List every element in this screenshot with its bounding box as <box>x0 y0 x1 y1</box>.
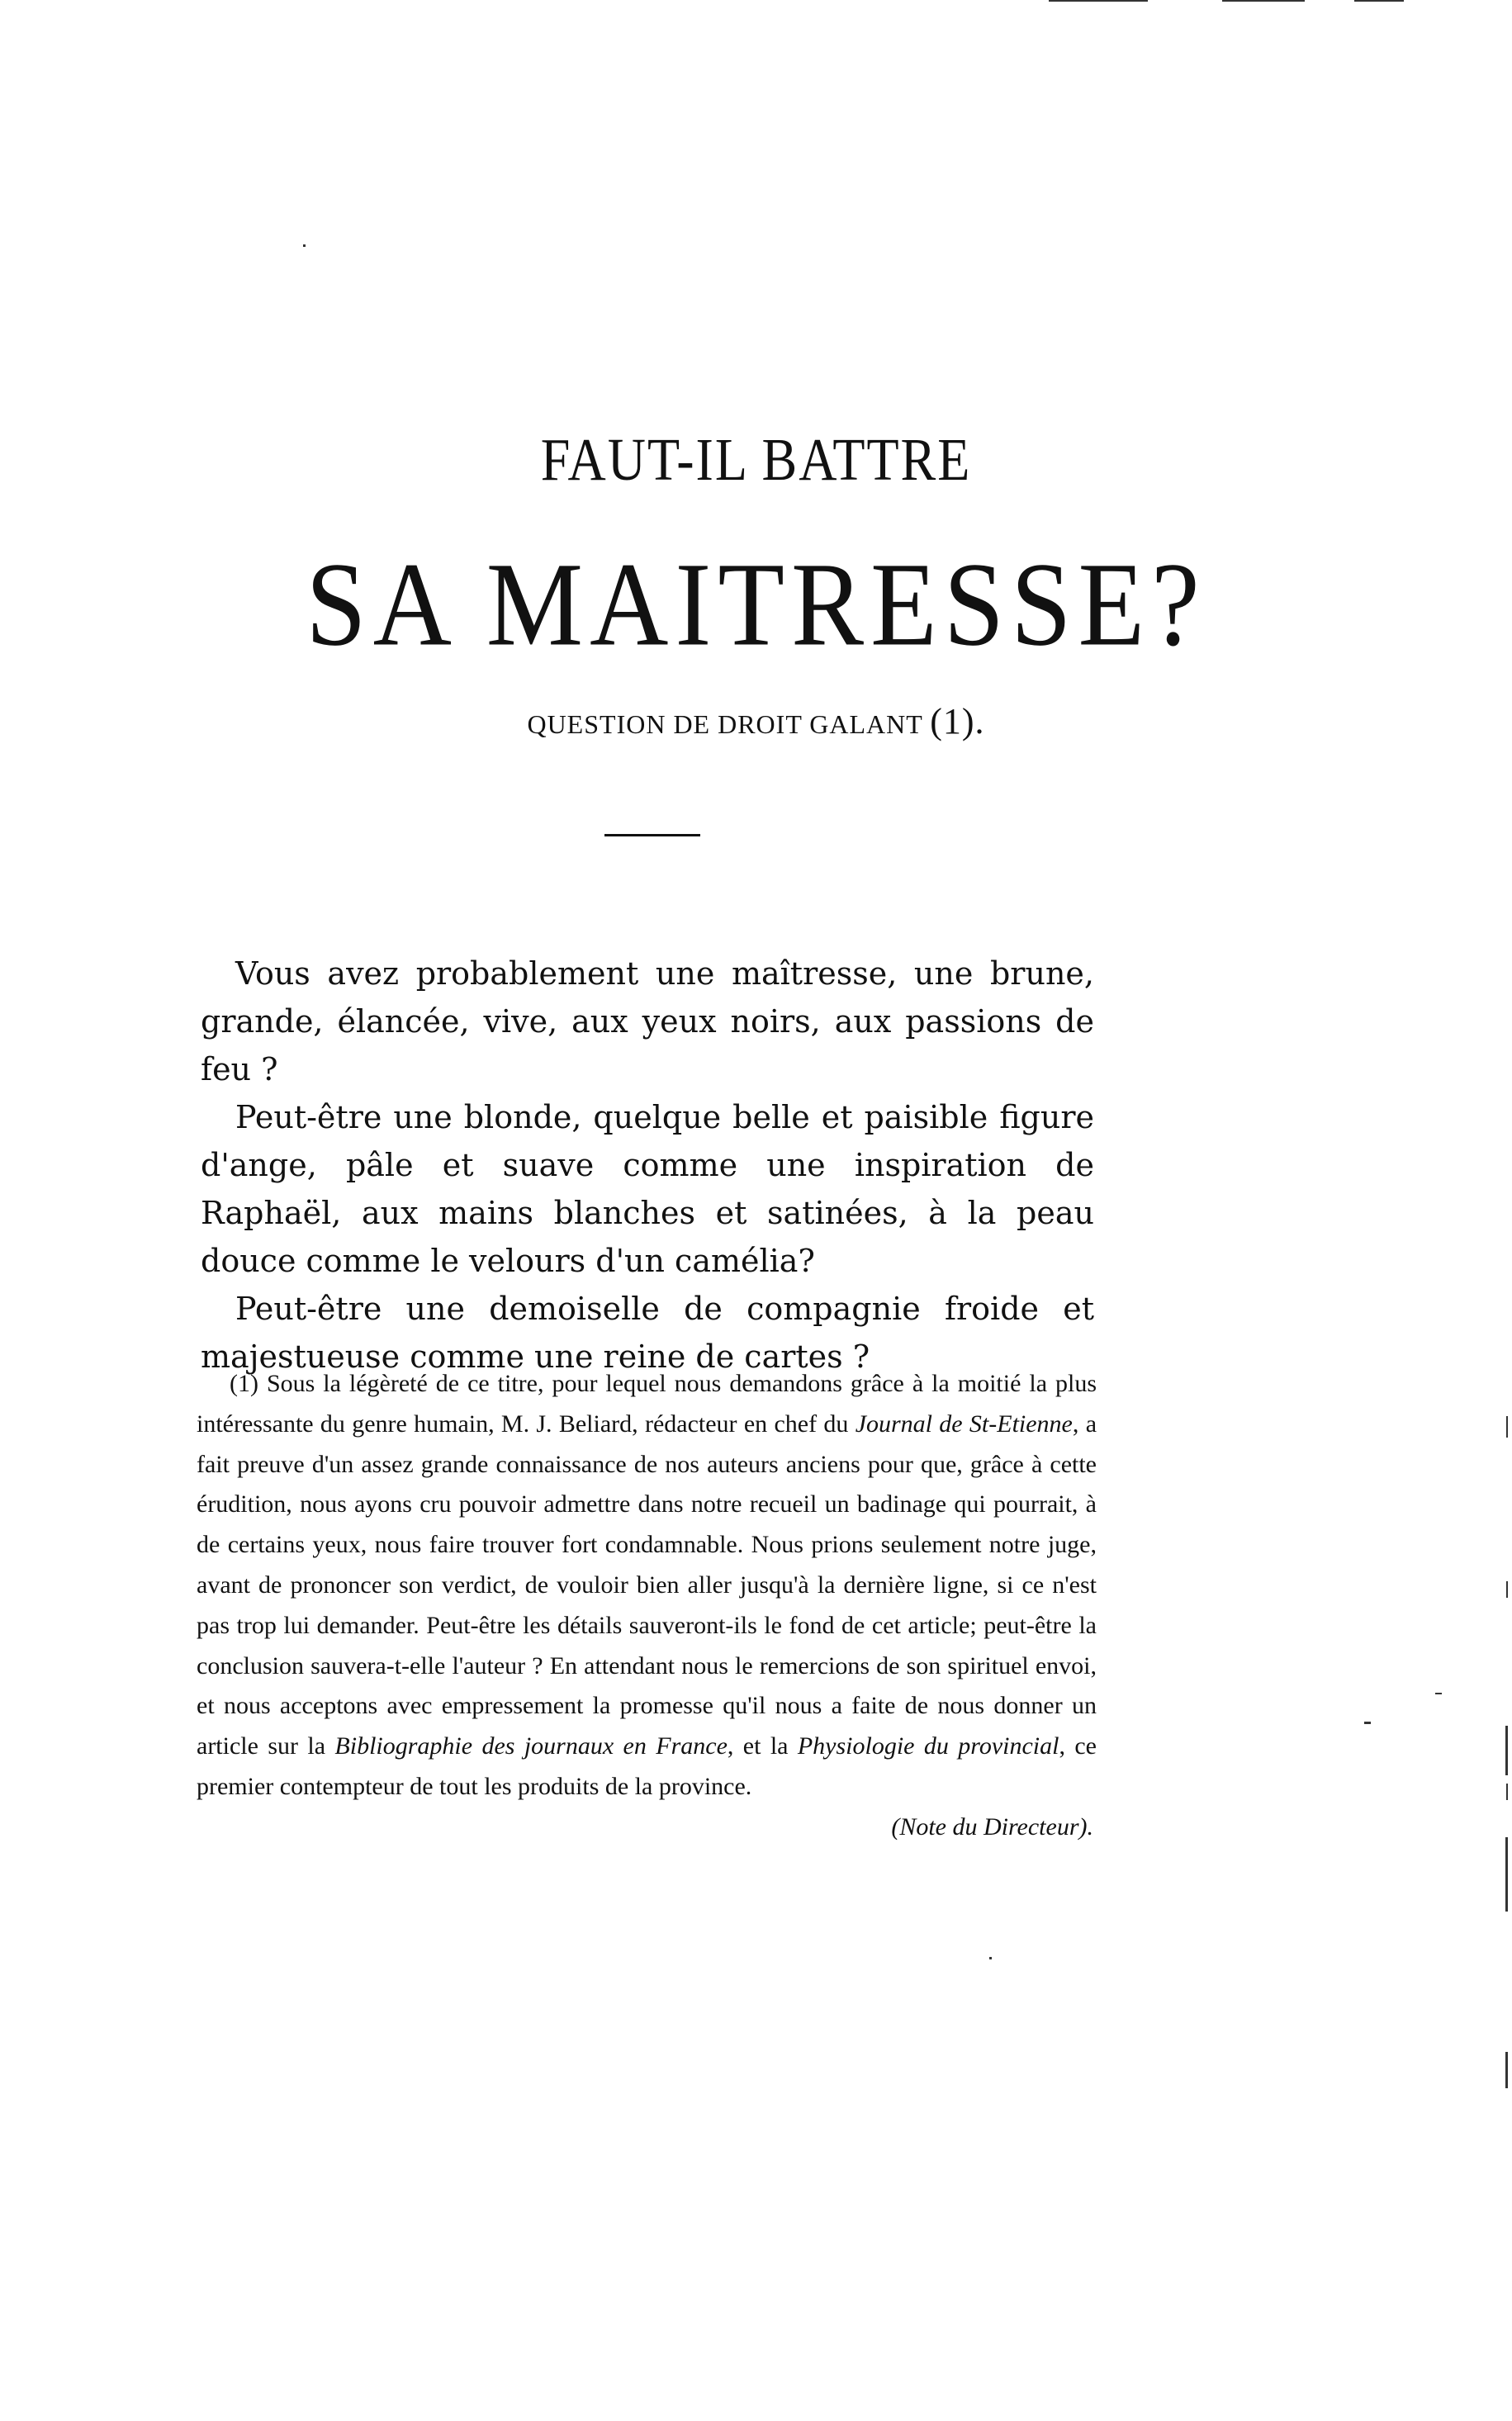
paragraph: Peut-être une demoiselle de compagnie froide et majestueuse comme une reine de cartes ? <box>201 1291 1094 1375</box>
footnote-signature: (Note du Directeur). <box>891 1812 1093 1841</box>
section-divider <box>604 834 700 836</box>
physiology-title: Physiologie du provincial <box>797 1732 1059 1760</box>
body-text <box>201 950 1094 1381</box>
title-line-2: SA MAITRESSE? <box>306 537 1206 671</box>
footnote-marker: (1) <box>230 1370 258 1397</box>
paragraph: Peut-être une blonde, quelque belle et paisible figure d'ange, pâle et suave comme une inspiration de Raphaël, aux mains blanches et satinées, à la peau douce comme le velours d'un camélia? <box>201 1099 1094 1279</box>
subtitle-text: QUESTION DE DROIT GALANT <box>527 709 923 739</box>
bibliography-title: Bibliographie des journaux en France <box>334 1732 728 1760</box>
footnote-reference: (1). <box>930 701 985 741</box>
scan-mark <box>1505 2052 1508 2088</box>
scan-mark <box>1354 0 1404 2</box>
scan-mark <box>1505 1726 1508 1775</box>
subtitle <box>0 700 1512 742</box>
footnote-text-part: , et la <box>727 1732 789 1760</box>
journal-title: Journal de St-Etienne <box>855 1409 1073 1438</box>
footnote-text-part: , a fait preuve d'un assez grande connaissance de nos auteurs anciens pour que, grâce à cette érudition, nous ayons cru pouvoir admettre dans notre recueil un badinage qui pourrait, à de certains yeux, nous faire trouver fort condamnable. Nous prions seulement notre juge, avant de prononcer son verdict, de vouloir bien aller jusqu'à la dernière ligne, si ce n'est pas trop lui demander. Peut-être les détails sauveront-ils le fond de cet article; peut-être la conclusion sauvera-t-elle l'auteur ? En attendant nous le remercions de son spirituel envoi, et nous acceptons avec empressement la promesse qu'il nous a faite de nous donner un article sur la <box>197 1409 1097 1760</box>
paragraph: Vous avez probablement une maîtresse, une brune, grande, élancée, vive, aux yeux noirs, aux passions de feu ? <box>201 955 1094 1087</box>
footnote-text-part: Sous la légèreté de ce titre, pour lequel nous demandons grâce à la moitié la plus intéressante du genre humain, M. J. Beliard, rédacteur en chef du <box>197 1370 1097 1438</box>
scan-mark <box>1435 1693 1442 1694</box>
scan-mark <box>1364 1722 1371 1724</box>
scan-mark <box>989 1957 992 1959</box>
footnote <box>197 1364 1097 1848</box>
title-line-1: FAUT-IL BATTRE <box>540 425 972 494</box>
scan-mark <box>1506 1416 1508 1438</box>
scan-mark <box>1049 0 1148 2</box>
footnote-text-part: , ce premier contempteur de tout les produits de la province. <box>197 1732 1097 1800</box>
scan-mark <box>1222 0 1305 2</box>
scan-mark <box>303 244 306 247</box>
scan-mark <box>1506 1784 1508 1800</box>
footnote-text <box>197 1364 1097 1807</box>
scan-mark <box>1505 1837 1508 1912</box>
scan-mark <box>1506 1581 1508 1598</box>
